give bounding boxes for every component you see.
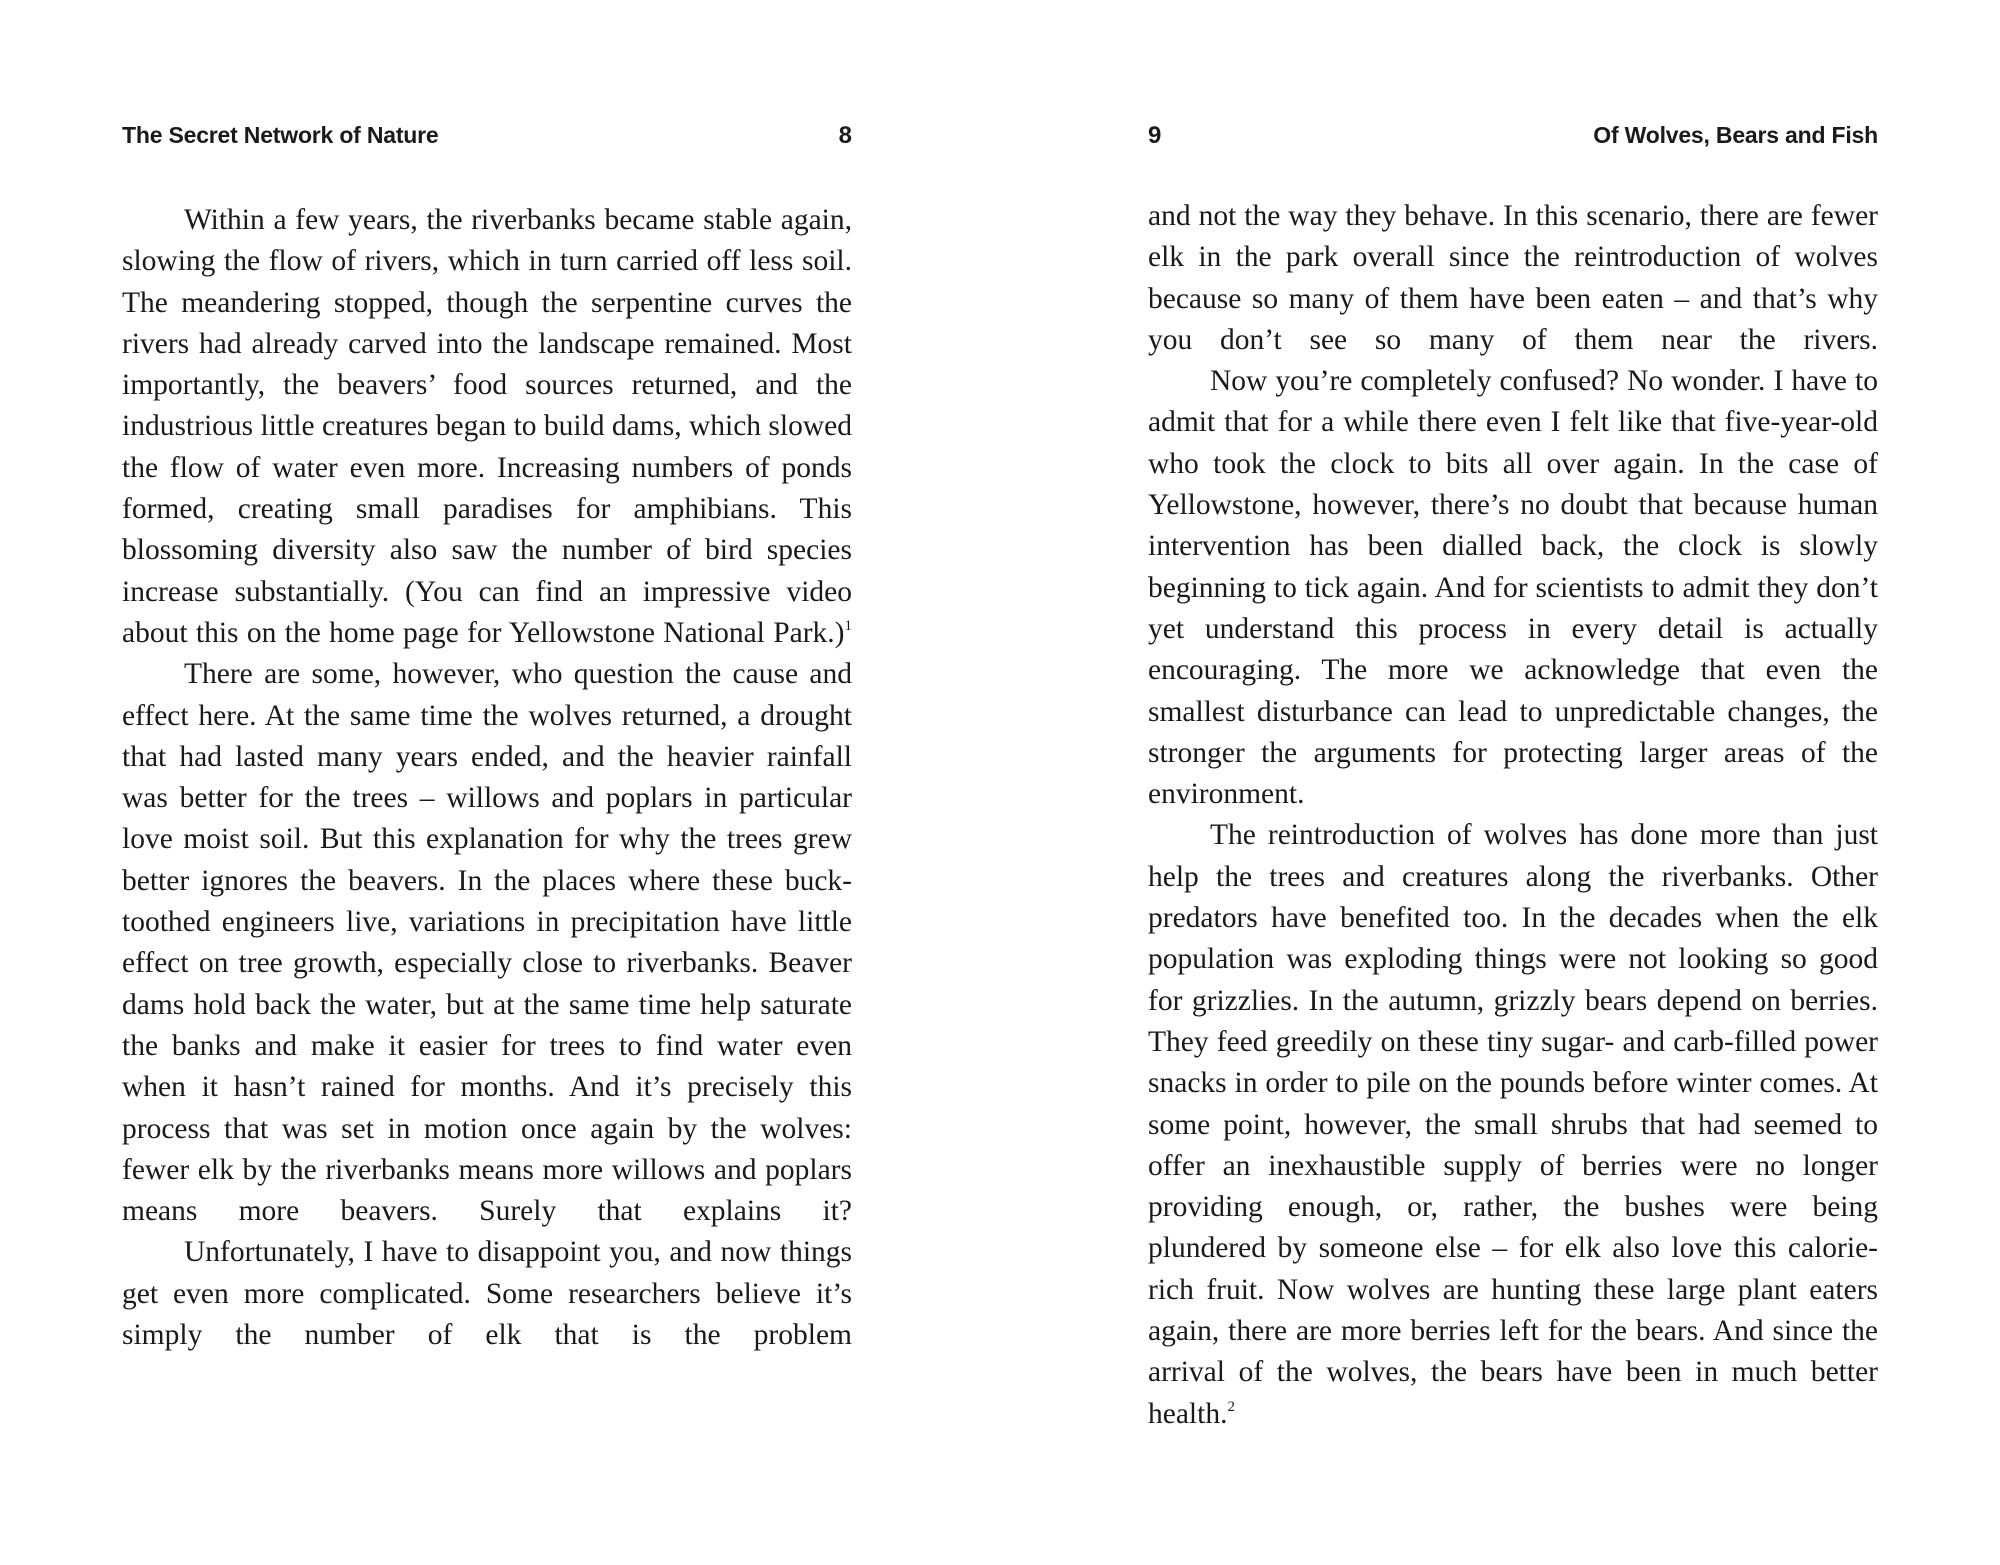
paragraph-text: Unfortunately, I have to disappoint you, and now things get even more complicated. Some researchers believe it’s simply the number of elk that is the problem [122,1236,852,1352]
paragraph [1148,815,1878,1434]
right-page [1148,0,1878,1565]
page-number-right: 9 [1148,122,1162,149]
paragraph [122,200,852,654]
left-body-text [122,200,852,1356]
paragraph [122,654,852,1232]
footnote-marker: 2 [1227,1398,1235,1415]
paragraph [1148,361,1878,815]
paragraph-text: Within a few years, the riverbanks became stable again, slowing the flow of rivers, which in turn carried off less soil. The meandering stopped, though the serpentine curves the rivers had already carved into the landscape remained. Most importantly, the beavers’ food sources returned, and the industrious little creatures began to build dams, which slowed the flow of water even more. Increasing numbers of ponds formed, creating small paradises for amphibians. This blossoming diversity also saw the number of bird species increase substantially. (You can find an impressive video about this on the home page for Yellowstone National Park.) [122,204,852,649]
paragraph-text: Now you’re completely confused? No wonder. I have to admit that for a while there even I felt like that five-year-old who took the clock to bits all over again. In the case of Yellowstone, however, there’s no doubt that because human intervention has been dialled back, the clock is slowly beginning to tick again. And for scientists to admit they don’t yet understand this process in every detail is actually encouraging. The more we acknowledge that even the smallest disturbance can lead to unpredictable changes, the stronger the arguments for protecting larger areas of the environment. [1148,365,1878,811]
paragraph-text: The reintroduction of wolves has done more than just help the trees and creatures along the riverbanks. Other predators have benefited too. In the decades when the elk population was exploding things were not looking so good for grizzlies. In the autumn, grizzly bears depend on berries. They feed greedily on these tiny sugar- and carb-filled power snacks in order to pile on the pounds before winter comes. At some point, however, the small shrubs that had seemed to offer an inexhaustible supply of berries were no longer providing enough, or, rather, the bushes were being plundered by someone else – for elk also love this calorie-rich fruit. Now wolves are hunting these large plant eaters again, there are more berries left for the bears. And since the arrival of the wolves, the bears have been in much better health. [1148,819,1878,1430]
page-number-left: 8 [838,122,852,149]
paragraph [1148,196,1878,361]
left-running-head [122,122,852,156]
paragraph-text: There are some, however, who question the cause and effect here. At the same time the wolves returned, a drought that had lasted many years ended, and the heavier rainfall was better for the trees – willows and poplars in particular love moist soil. But this explanation for why the trees grew better ignores the beavers. In the places where these buck-toothed engineers live, variations in precipitation have little effect on tree growth, especially close to riverbanks. Beaver dams hold back the water, but at the same time help saturate the banks and make it easier for trees to find water even when it hasn’t rained for months. And it’s precisely this process that was set in motion once again by the wolves: fewer elk by the riverbanks means more willows and poplars means more beavers. Surely that explains it? [122,658,852,1228]
footnote-marker: 1 [844,617,852,634]
right-running-head [1148,122,1878,156]
chapter-title: Of Wolves, Bears and Fish [1593,122,1878,148]
right-body-text [1148,196,1878,1435]
paragraph [122,1232,852,1356]
left-page [122,0,852,1565]
book-title: The Secret Network of Nature [122,122,439,148]
paragraph-text: and not the way they behave. In this scenario, there are fewer elk in the park overall since the reintroduction of wolves because so many of them have been eaten – and that’s why you don’t see so many of them near the rivers. [1148,200,1878,356]
